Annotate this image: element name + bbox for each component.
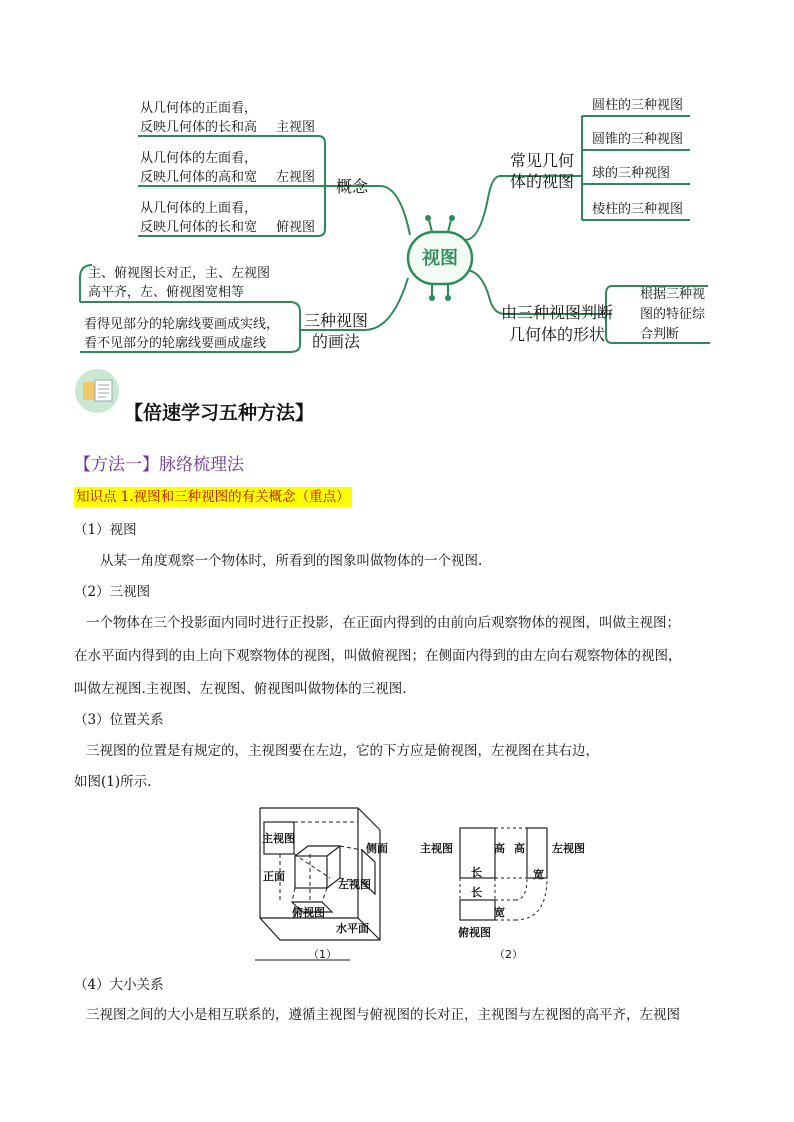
concept-left-line2: 反映几何体的高和宽 [140, 170, 258, 185]
concept-left-line1: 从几何体的左面看， [140, 151, 258, 166]
judge-detail-line2: 图的特征综 [640, 307, 706, 322]
fig2-kuan-2: 宽 [494, 906, 505, 919]
notebook-icon [74, 368, 120, 414]
fig2-chang-1: 长 [471, 866, 482, 879]
fig1-side-face-label: 侧面 [366, 842, 388, 855]
fig2-left-view-label: 左视图 [552, 842, 585, 855]
common-item-cone: 圆锥的三种视图 [592, 132, 684, 147]
judge-title-line1: 由三种视图判断 [500, 303, 613, 322]
section-3-line2: 如图(1)所示. [74, 774, 152, 790]
fig2-top-view-rect [460, 900, 495, 920]
section-4-line1: 三视图之间的大小是相互联系的，遵循主视图与俯视图的长对正，主视图与左视图的高平齐，左视图 [86, 1007, 680, 1023]
drawing-rule2-line1: 看得见部分的轮廓线要画成实线， [84, 317, 280, 332]
concept-main-view-label: 主视图 [276, 120, 316, 135]
drawing-rule1-line2: 高平齐，左、俯视图宽相等 [88, 285, 245, 300]
drawing-rule2-line2: 看不见部分的轮廓线要画成虚线 [84, 336, 267, 351]
common-item-cylinder: 圆柱的三种视图 [592, 98, 684, 113]
section-2-title: （2）三视图 [74, 584, 151, 600]
fig2-gao-2: 高 [514, 842, 525, 855]
drawing-title-line1: 三种视图 [303, 311, 368, 330]
fig2-caption: （2） [494, 948, 523, 961]
concept-top-line1: 从几何体的上面看， [140, 201, 258, 216]
method-one-title: 【方法一】脉络梳理法 [74, 455, 244, 475]
common-item-sphere: 球的三种视图 [592, 166, 671, 181]
concept-front-line1: 从几何体的正面看， [140, 101, 258, 116]
concept-top-view-label: 俯视图 [276, 220, 316, 235]
section-2-line3: 叫做左视图.主视图、左视图、俯视图叫做物体的三视图. [74, 681, 407, 697]
drawing-rule1-line1: 主、俯视图长对正，主、左视图 [88, 266, 271, 281]
drawing-title-line2: 的画法 [311, 332, 360, 351]
concept-top-line2: 反映几何体的长和宽 [140, 220, 258, 235]
section-2-line2: 在水平面内得到的由上向下观察物体的视图，叫做俯视图；在侧面内得到的由左向右观察物体的视图， [74, 648, 682, 664]
section-1-title: （1）视图 [74, 522, 137, 538]
fig1-top-view-label: 俯视图 [292, 906, 325, 919]
section-3-title: （3）位置关系 [74, 712, 164, 728]
judge-detail-line1: 根据三种视 [640, 287, 706, 302]
section-3-line1: 三视图的位置是有规定的，主视图要在左边，它的下方应是俯视图，左视图在其右边， [86, 743, 599, 759]
fig1-main-view-label: 主视图 [262, 832, 295, 845]
common-item-prism: 棱柱的三种视图 [592, 202, 684, 217]
knowledge-point-1: 知识点 1.视图和三种视图的有关概念（重点） [76, 489, 350, 505]
fig2-gao-1: 高 [494, 842, 505, 855]
concept-front-line2: 反映几何体的长和高 [140, 120, 258, 135]
page-heading: 【倍速学习五种方法】 [124, 402, 315, 424]
fig1-horizontal-label: 水平面 [336, 922, 369, 935]
center-node-label: 视图 [422, 248, 458, 269]
fig1-front-face-label: 正面 [263, 870, 285, 883]
fig2-chang-2: 长 [471, 886, 482, 899]
fig1-caption: （1） [308, 948, 337, 961]
common-connector [465, 176, 500, 240]
section-2-line1: 一个物体在三个投影面内同时进行正投影，在正面内得到的由前向后观察物体的视图，叫做主视图； [86, 615, 680, 631]
fig1-left-view-label: 左视图 [338, 878, 371, 891]
judge-title-line2: 几何体的形状 [508, 325, 605, 344]
section-4-title: （4）大小关系 [74, 977, 164, 993]
fig2-main-view-label: 主视图 [420, 842, 453, 855]
judge-detail-line3: 合判断 [640, 327, 680, 342]
concept-left-view-label: 左视图 [276, 170, 316, 185]
common-title-line2: 体的视图 [509, 172, 574, 191]
concept-title: 概念 [336, 177, 369, 196]
fig2-kuan-1: 宽 [533, 868, 544, 881]
common-title-line1: 常见几何 [509, 151, 574, 170]
section-1-paragraph: 从某一角度观察一个物体时，所看到的图象叫做物体的一个视图. [100, 553, 483, 569]
fig2-top-view-label: 俯视图 [458, 926, 491, 939]
